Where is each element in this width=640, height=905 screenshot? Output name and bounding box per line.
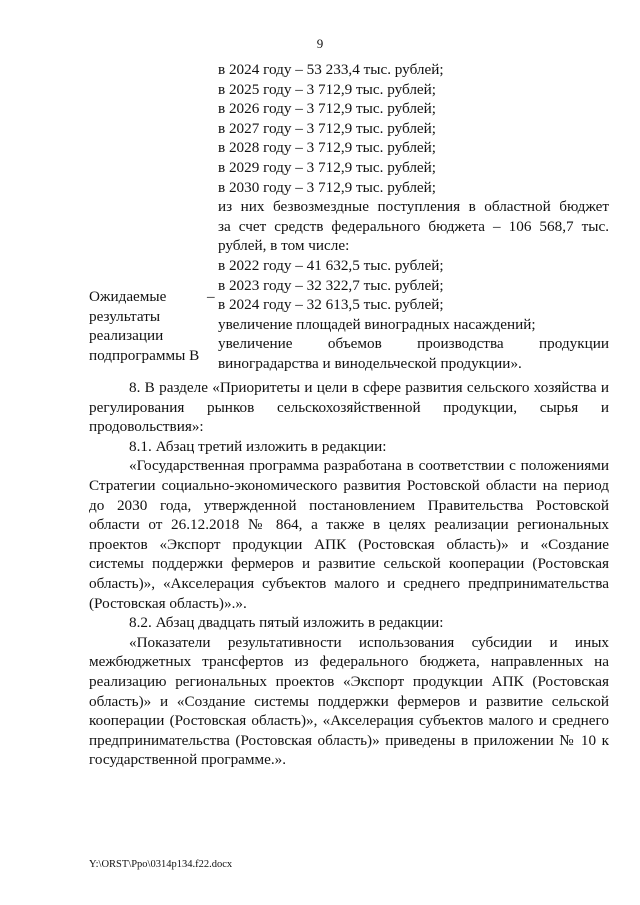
paragraph: «Государственная программа разработана в соответствии с положениями Стратегии социально-экономического развития Ростовской области на период до 2030 года, утвержденной постановлением Правительства Ростовской области от 26.12.2018 № 864, а также в целях реализации региональных проектов «Экспорт продукции АПК (Ростовская область)» и «Создание системы поддержки фермеров и развитие сельской кооперации (Ростовская область)», «Акселерация субъектов малого и среднего предпринимательства (Ростовская область)».». — [89, 457, 609, 612]
federal-line: в 2022 году – 41 632,5 тыс. рублей; — [218, 256, 444, 274]
federal-intro-line: из них безвозмездные поступления в областной бюджет — [218, 198, 609, 216]
expected-text: увеличение площадей виноградных насаждений; — [218, 315, 536, 333]
funding-line: в 2028 году – 3 712,9 тыс. рублей; — [218, 139, 436, 157]
funding-line: в 2024 году – 53 233,4 тыс. рублей; — [218, 61, 444, 78]
federal-intro-line: за счет средств федерального бюджета – 106 568,7 тыс. — [218, 217, 609, 235]
paragraph: 8.1. Абзац третий изложить в редакции: — [129, 437, 387, 455]
label-line: реализации — [89, 327, 164, 345]
federal-intro-line: рублей, в том числе: — [218, 237, 350, 255]
label-line: результаты — [89, 307, 161, 325]
federal-line: в 2023 году – 32 322,7 тыс. рублей; — [218, 276, 444, 294]
funding-line: в 2029 году – 3 712,9 тыс. рублей; — [218, 158, 436, 176]
label-line: подпрограммы В — [89, 346, 200, 364]
body-text — [89, 378, 609, 770]
funding-line: в 2027 году – 3 712,9 тыс. рублей; — [218, 119, 436, 137]
expected-text: увеличение объемов производства продукции — [218, 335, 609, 353]
paragraph: «Показатели результативности использования субсидии и иных межбюджетных трансфертов из федерального бюджета, направленных на реализацию региональных проектов «Экспорт продукции АПК (Ростовская область)» и «Создание системы поддержки фермеров и развитие сельской кооперации (Ростовская область)», «Акселерация субъектов малого и среднего предпринимательства (Ростовская область)» приведены в приложении № 10 к государственной программе.». — [89, 633, 609, 769]
file-path-footer: Y:\ORST\Ppo\0314p134.f22.docx — [89, 859, 233, 870]
federal-line: в 2024 году – 32 613,5 тыс. рублей; — [218, 296, 444, 314]
label-dash: – — [207, 288, 215, 305]
label-line: Ожидаемые — [89, 288, 167, 305]
paragraph: 8. В разделе «Приоритеты и цели в сфере развития сельского хозяйства и регулирования рынков сельскохозяйственной продукции, сырья и продовольствия»: — [89, 379, 609, 436]
funding-block — [218, 60, 609, 374]
funding-line: в 2025 году – 3 712,9 тыс. рублей; — [218, 80, 436, 98]
expected-results-label — [89, 287, 209, 365]
paragraph: 8.2. Абзац двадцать пятый изложить в редакции: — [129, 614, 444, 632]
expected-text: виноградарства и винодельческой продукции». — [218, 354, 522, 372]
page-number: 9 — [316, 36, 324, 51]
funding-line: в 2026 году – 3 712,9 тыс. рублей; — [218, 100, 436, 118]
funding-line: в 2030 году – 3 712,9 тыс. рублей; — [218, 178, 436, 196]
